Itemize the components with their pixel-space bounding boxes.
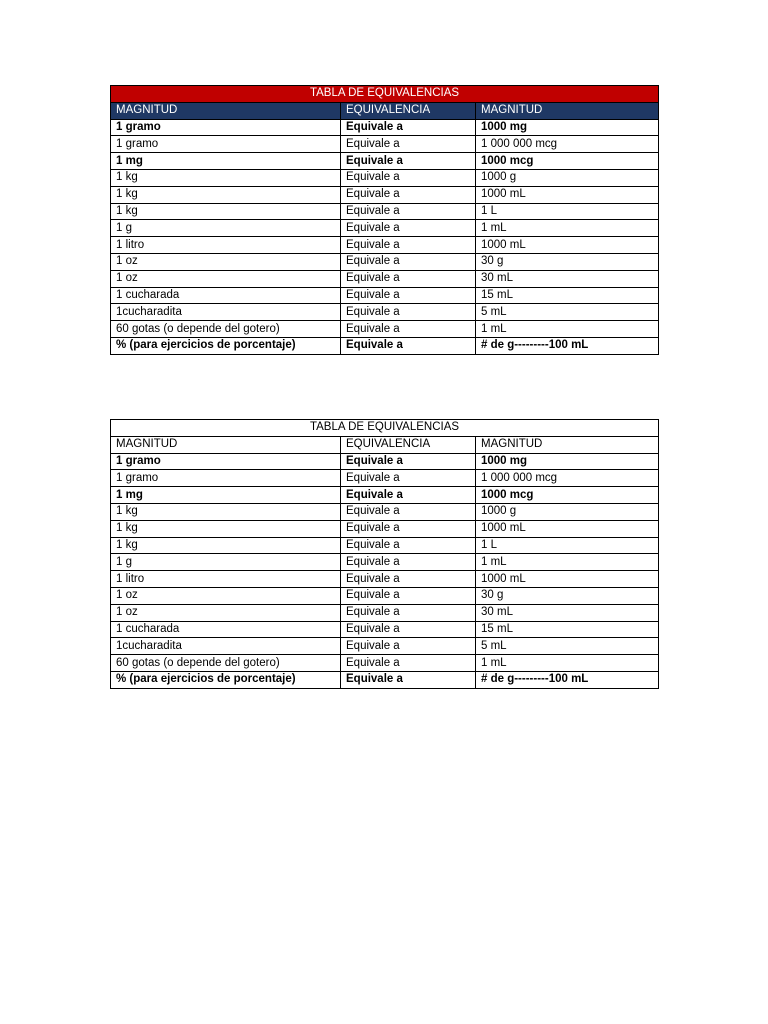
- cell-magnitud: 60 gotas (o depende del gotero): [111, 321, 341, 338]
- cell-resultado: 30 g: [476, 253, 659, 270]
- equivalence-table-plain: [110, 419, 659, 689]
- table-row: [111, 671, 659, 688]
- table-row: [111, 503, 659, 520]
- cell-magnitud: 1 litro: [111, 571, 341, 588]
- table-row: [111, 136, 659, 153]
- cell-magnitud: 1 mg: [111, 153, 341, 170]
- cell-resultado: 1 mL: [476, 554, 659, 571]
- table-row: [111, 270, 659, 287]
- cell-magnitud: 1 gramo: [111, 470, 341, 487]
- table-row: [111, 119, 659, 136]
- column-header-equivalencia: EQUIVALENCIA: [341, 102, 476, 119]
- cell-equivalencia: Equivale a: [341, 321, 476, 338]
- cell-resultado: 1000 mL: [476, 571, 659, 588]
- cell-resultado: 15 mL: [476, 621, 659, 638]
- table-row: [111, 304, 659, 321]
- cell-equivalencia: Equivale a: [341, 655, 476, 672]
- equivalence-table-colored: [110, 85, 659, 355]
- cell-equivalencia: Equivale a: [341, 253, 476, 270]
- cell-equivalencia: Equivale a: [341, 537, 476, 554]
- cell-magnitud: 60 gotas (o depende del gotero): [111, 655, 341, 672]
- cell-magnitud: 1 oz: [111, 604, 341, 621]
- table-header-row: [111, 102, 659, 119]
- cell-resultado: 30 g: [476, 587, 659, 604]
- cell-resultado: 1000 mcg: [476, 153, 659, 170]
- cell-resultado: 30 mL: [476, 604, 659, 621]
- cell-resultado: 1000 g: [476, 169, 659, 186]
- cell-magnitud: 1 cucharada: [111, 621, 341, 638]
- table-title-row: [111, 420, 659, 437]
- cell-resultado: 5 mL: [476, 304, 659, 321]
- table-row: [111, 253, 659, 270]
- cell-resultado: 1000 mg: [476, 453, 659, 470]
- table-title: TABLA DE EQUIVALENCIAS: [111, 420, 659, 437]
- cell-equivalencia: Equivale a: [341, 621, 476, 638]
- cell-equivalencia: Equivale a: [341, 554, 476, 571]
- table-row: [111, 186, 659, 203]
- cell-equivalencia: Equivale a: [341, 186, 476, 203]
- cell-magnitud: 1 cucharada: [111, 287, 341, 304]
- cell-magnitud: 1 oz: [111, 270, 341, 287]
- cell-resultado: 15 mL: [476, 287, 659, 304]
- table-row: [111, 520, 659, 537]
- table-title-row: [111, 86, 659, 103]
- cell-magnitud: 1 kg: [111, 537, 341, 554]
- cell-resultado: 1000 mcg: [476, 487, 659, 504]
- table-row: [111, 604, 659, 621]
- cell-equivalencia: Equivale a: [341, 571, 476, 588]
- table-row: [111, 153, 659, 170]
- cell-equivalencia: Equivale a: [341, 220, 476, 237]
- cell-resultado: 1 L: [476, 203, 659, 220]
- table-row: [111, 220, 659, 237]
- table-row: [111, 554, 659, 571]
- cell-magnitud: 1 gramo: [111, 136, 341, 153]
- cell-magnitud: 1 kg: [111, 503, 341, 520]
- table-header-row: [111, 436, 659, 453]
- cell-resultado: # de g---------100 mL: [476, 671, 659, 688]
- cell-resultado: 1000 mg: [476, 119, 659, 136]
- table-row: [111, 287, 659, 304]
- column-header-magnitud-result: MAGNITUD: [476, 102, 659, 119]
- column-header-equivalencia: EQUIVALENCIA: [341, 436, 476, 453]
- table-row: [111, 237, 659, 254]
- table-row: [111, 587, 659, 604]
- cell-resultado: 1 000 000 mcg: [476, 470, 659, 487]
- cell-equivalencia: Equivale a: [341, 453, 476, 470]
- cell-equivalencia: Equivale a: [341, 136, 476, 153]
- cell-resultado: 1 mL: [476, 220, 659, 237]
- cell-magnitud: 1 g: [111, 220, 341, 237]
- table-row: [111, 487, 659, 504]
- cell-resultado: 1 000 000 mcg: [476, 136, 659, 153]
- cell-magnitud: 1 litro: [111, 237, 341, 254]
- cell-magnitud: 1cucharadita: [111, 304, 341, 321]
- cell-equivalencia: Equivale a: [341, 153, 476, 170]
- table-row: [111, 337, 659, 354]
- cell-equivalencia: Equivale a: [341, 287, 476, 304]
- cell-magnitud: 1 oz: [111, 587, 341, 604]
- cell-magnitud: 1 kg: [111, 203, 341, 220]
- table-row: [111, 621, 659, 638]
- cell-magnitud: % (para ejercicios de porcentaje): [111, 671, 341, 688]
- cell-equivalencia: Equivale a: [341, 604, 476, 621]
- table-row: [111, 655, 659, 672]
- column-header-magnitud: MAGNITUD: [111, 102, 341, 119]
- table-title: TABLA DE EQUIVALENCIAS: [111, 86, 659, 103]
- cell-magnitud: 1 gramo: [111, 453, 341, 470]
- column-header-magnitud-result: MAGNITUD: [476, 436, 659, 453]
- cell-resultado: 1 mL: [476, 655, 659, 672]
- cell-magnitud: % (para ejercicios de porcentaje): [111, 337, 341, 354]
- cell-equivalencia: Equivale a: [341, 119, 476, 136]
- table-row: [111, 470, 659, 487]
- cell-magnitud: 1 oz: [111, 253, 341, 270]
- cell-equivalencia: Equivale a: [341, 337, 476, 354]
- cell-equivalencia: Equivale a: [341, 638, 476, 655]
- table-row: [111, 537, 659, 554]
- cell-magnitud: 1 kg: [111, 169, 341, 186]
- cell-resultado: 1000 mL: [476, 186, 659, 203]
- cell-equivalencia: Equivale a: [341, 470, 476, 487]
- table-row: [111, 638, 659, 655]
- table-row: [111, 169, 659, 186]
- cell-magnitud: 1 mg: [111, 487, 341, 504]
- cell-equivalencia: Equivale a: [341, 487, 476, 504]
- column-header-magnitud: MAGNITUD: [111, 436, 341, 453]
- cell-equivalencia: Equivale a: [341, 587, 476, 604]
- cell-resultado: 1 mL: [476, 321, 659, 338]
- cell-magnitud: 1 gramo: [111, 119, 341, 136]
- cell-equivalencia: Equivale a: [341, 270, 476, 287]
- cell-equivalencia: Equivale a: [341, 671, 476, 688]
- cell-magnitud: 1 kg: [111, 520, 341, 537]
- cell-equivalencia: Equivale a: [341, 169, 476, 186]
- table-row: [111, 453, 659, 470]
- cell-resultado: 5 mL: [476, 638, 659, 655]
- cell-equivalencia: Equivale a: [341, 520, 476, 537]
- cell-resultado: 1000 g: [476, 503, 659, 520]
- table-row: [111, 571, 659, 588]
- cell-resultado: 1000 mL: [476, 520, 659, 537]
- cell-resultado: 1000 mL: [476, 237, 659, 254]
- table-row: [111, 203, 659, 220]
- cell-magnitud: 1 kg: [111, 186, 341, 203]
- cell-resultado: # de g---------100 mL: [476, 337, 659, 354]
- cell-equivalencia: Equivale a: [341, 304, 476, 321]
- cell-magnitud: 1cucharadita: [111, 638, 341, 655]
- cell-resultado: 1 L: [476, 537, 659, 554]
- table-row: [111, 321, 659, 338]
- cell-equivalencia: Equivale a: [341, 237, 476, 254]
- cell-resultado: 30 mL: [476, 270, 659, 287]
- cell-equivalencia: Equivale a: [341, 503, 476, 520]
- cell-magnitud: 1 g: [111, 554, 341, 571]
- cell-equivalencia: Equivale a: [341, 203, 476, 220]
